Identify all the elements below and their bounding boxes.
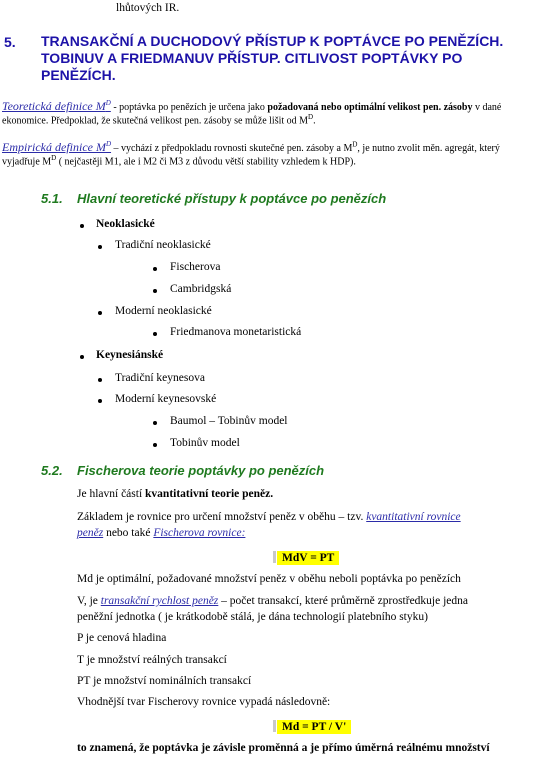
paragraph-1: Je hlavní částí kvantitativní teorie peněz. bbox=[77, 488, 274, 500]
bullet-dot bbox=[153, 443, 157, 447]
outline-item: Baumol – Tobinův model bbox=[170, 415, 288, 427]
paragraph-9: to znamená, že poptávka je závisle proměnná a je přímo úměrná reálnému množství bbox=[77, 742, 490, 754]
outline-item: Moderní neoklasické bbox=[115, 305, 212, 317]
text-cursor bbox=[273, 551, 276, 563]
outline-item: Neoklasické bbox=[96, 218, 155, 230]
bullet-dot bbox=[98, 311, 102, 315]
theoretical-definition-line2: ekonomice. Předpoklad, že skutečná velikost pen. zásoby se může lišit od $M^D$. bbox=[2, 113, 316, 127]
paragraph-5: P je cenová hladina bbox=[77, 632, 167, 644]
bullet-dot bbox=[98, 399, 102, 403]
outline-item: Cambridgská bbox=[170, 283, 232, 295]
outline-item: Tradiční neoklasické bbox=[115, 239, 211, 251]
section-5-2-number: 5.2. bbox=[41, 463, 63, 478]
bullet-dot bbox=[153, 267, 157, 271]
paragraph-7: PT je množství nominálních transakcí bbox=[77, 675, 252, 687]
fisher-equation-link[interactable]: Fischerova rovnice: bbox=[153, 527, 246, 539]
bullet-dot bbox=[153, 289, 157, 293]
top-fragment: lhůtových IR. bbox=[116, 2, 180, 14]
quantity-equation-link[interactable]: kvantitativní rovnice bbox=[366, 511, 461, 523]
theoretical-definition-link[interactable]: Teoretická definice $M^D$ bbox=[2, 99, 111, 113]
outline-item: Friedmanova monetaristická bbox=[170, 326, 302, 338]
bullet-dot bbox=[80, 224, 84, 228]
section-5-1-number: 5.1. bbox=[41, 191, 63, 206]
paragraph-4-line2: peněžní jednotka ( je krátkodobě stálá, je dána technologií platebního styku) bbox=[77, 611, 428, 623]
section-5-2-title: Fischerova teorie poptávky po penězích bbox=[77, 463, 325, 478]
bullet-dot bbox=[153, 332, 157, 336]
theoretical-definition: Teoretická definice $M^D$ - poptávka po penězích je určena jako požadovaná nebo optimální velikost pen. zásoby v dané bbox=[2, 99, 502, 113]
bullet-dot bbox=[98, 245, 102, 249]
empirical-definition-link[interactable]: Empirická definice $M^D$ bbox=[2, 140, 112, 154]
paragraph-8: Vhodnější tvar Fischerovy rovnice vypadá následovně: bbox=[77, 696, 331, 708]
outline-item: Moderní keynesovské bbox=[115, 393, 217, 405]
empirical-definition: Empirická definice $M^D$ – vychází z předpokladu rovnosti skutečné pen. zásoby a $M^D$, je nutno zvolit měn. agregát, který bbox=[2, 140, 500, 154]
paragraph-2: Základem je rovnice pro určení množství peněz v oběhu – tzv. kvantitativní rovnice bbox=[77, 511, 461, 523]
paragraph-3: Md je optimální, požadované množství peněz v oběhu neboli poptávka po penězích bbox=[77, 573, 461, 585]
section-5-1-title: Hlavní teoretické přístupy k poptávce po penězích bbox=[77, 191, 387, 206]
outline-item: Tradiční keynesova bbox=[115, 372, 205, 384]
section-5-title-line2: TOBINUV A FRIEDMANUV PŘÍSTUP. CITLIVOST POPTÁVKY PO bbox=[41, 50, 463, 66]
quantity-equation-link-cont[interactable]: peněz bbox=[77, 527, 104, 539]
transaction-velocity-link[interactable]: transakční rychlost peněz bbox=[100, 595, 219, 607]
bullet-dot bbox=[80, 355, 84, 359]
section-5-title-line3: PENĚZÍCH. bbox=[41, 67, 116, 83]
paragraph-2-line2: peněz nebo také Fischerova rovnice: bbox=[77, 527, 246, 539]
bullet-dot bbox=[98, 378, 102, 382]
paragraph-6: T je množství reálných transakcí bbox=[77, 654, 227, 666]
section-5-number: 5. bbox=[4, 34, 16, 50]
formula-1: MdV = PT bbox=[272, 548, 339, 566]
bullet-dot bbox=[153, 421, 157, 425]
text-cursor-2 bbox=[273, 720, 276, 732]
empirical-definition-line2: vyjadřuje $M^D$ ( nejčastěji M1, ale i M2 či M3 z důvodu větší stability vzhledem k HDP). bbox=[2, 154, 356, 168]
section-5-title-line1: TRANSAKČNÍ A DUCHODOVÝ PŘÍSTUP K POPTÁVCE PO PENĚZÍCH. bbox=[41, 33, 504, 49]
outline-item: Keynesiánské bbox=[96, 349, 164, 361]
formula-2: Md = PT / V' bbox=[272, 717, 351, 735]
outline-item: Fischerova bbox=[170, 261, 221, 273]
outline-item: Tobinův model bbox=[170, 437, 240, 449]
paragraph-4: V, je transakční rychlost peněz – počet transakcí, které průměrně zprostředkuje jedna bbox=[77, 595, 468, 607]
